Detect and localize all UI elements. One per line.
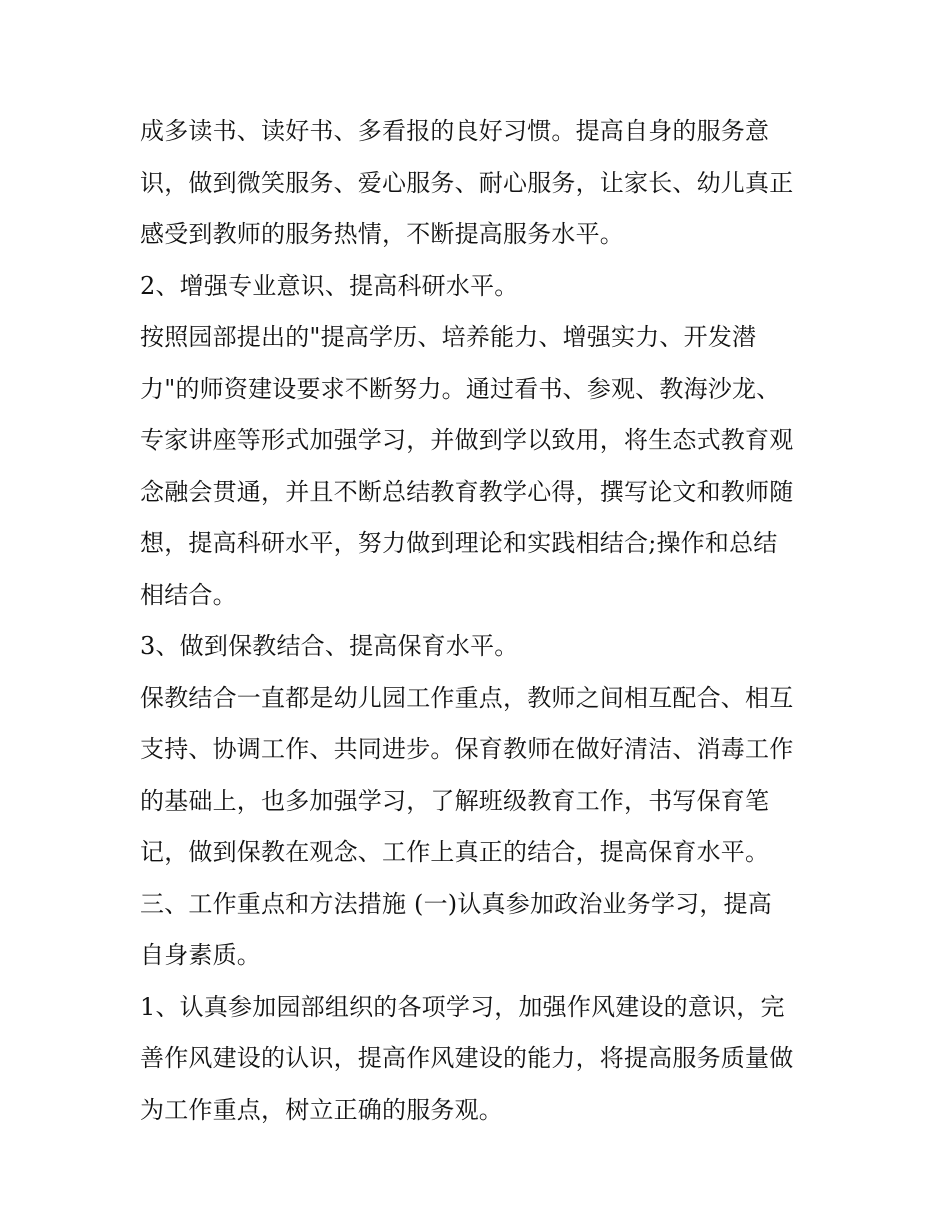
text-line: 念融会贯通，并且不断总结教育教学心得，撰写论文和教师随 [140,477,794,506]
text-line: 感受到教师的服务热情，不断提高服务水平。 [140,220,624,248]
text-line: 1、认真参加园部组织的各项学习，加强作风建设的意识，完 [140,992,785,1021]
section-heading: 三、工作重点和方法措施 (一)认真参加政治业务学习，提高 [140,889,772,918]
text-line: 为工作重点，树立正确的服务观。 [140,1095,503,1124]
text-line: 相结合。 [140,580,237,609]
text-line: 专家讲座等形式加强学习，并做到学以致用，将生态式教育观 [140,426,794,454]
text-line: 的基础上，也多加强学习，了解班级教育工作，书写保育笔 [140,786,770,815]
text-line: 识，做到微笑服务、爱心服务、耐心服务，让家长、幼儿真正 [140,168,794,197]
section-heading: 3、做到保教结合、提高保育水平。 [140,632,519,660]
section-heading: 2、增强专业意识、提高科研水平。 [140,271,519,300]
text-line: 支持、协调工作、共同进步。保育教师在做好清洁、消毒工作 [140,735,794,763]
text-line: 保教结合一直都是幼儿园工作重点，教师之间相互配合、相互 [140,683,794,712]
text-line: 力"的师资建设要求不断努力。通过看书、参观、教海沙龙、 [140,374,781,403]
text-line: 善作风建设的认识，提高作风建设的能力，将提高服务质量做 [140,1044,794,1072]
text-line: 按照园部提出的"提高学历、培养能力、增强实力、开发潜 [140,323,757,351]
document-body [140,106,820,1136]
text-line: 记，做到保教在观念、工作上真正的结合，提高保育水平。 [140,838,770,866]
text-line: 想，提高科研水平，努力做到理论和实践相结合;操作和总结 [140,529,778,557]
text-line: 成多读书、读好书、多看报的良好习惯。提高自身的服务意 [140,117,770,145]
text-line: 自身素质。 [140,941,261,969]
